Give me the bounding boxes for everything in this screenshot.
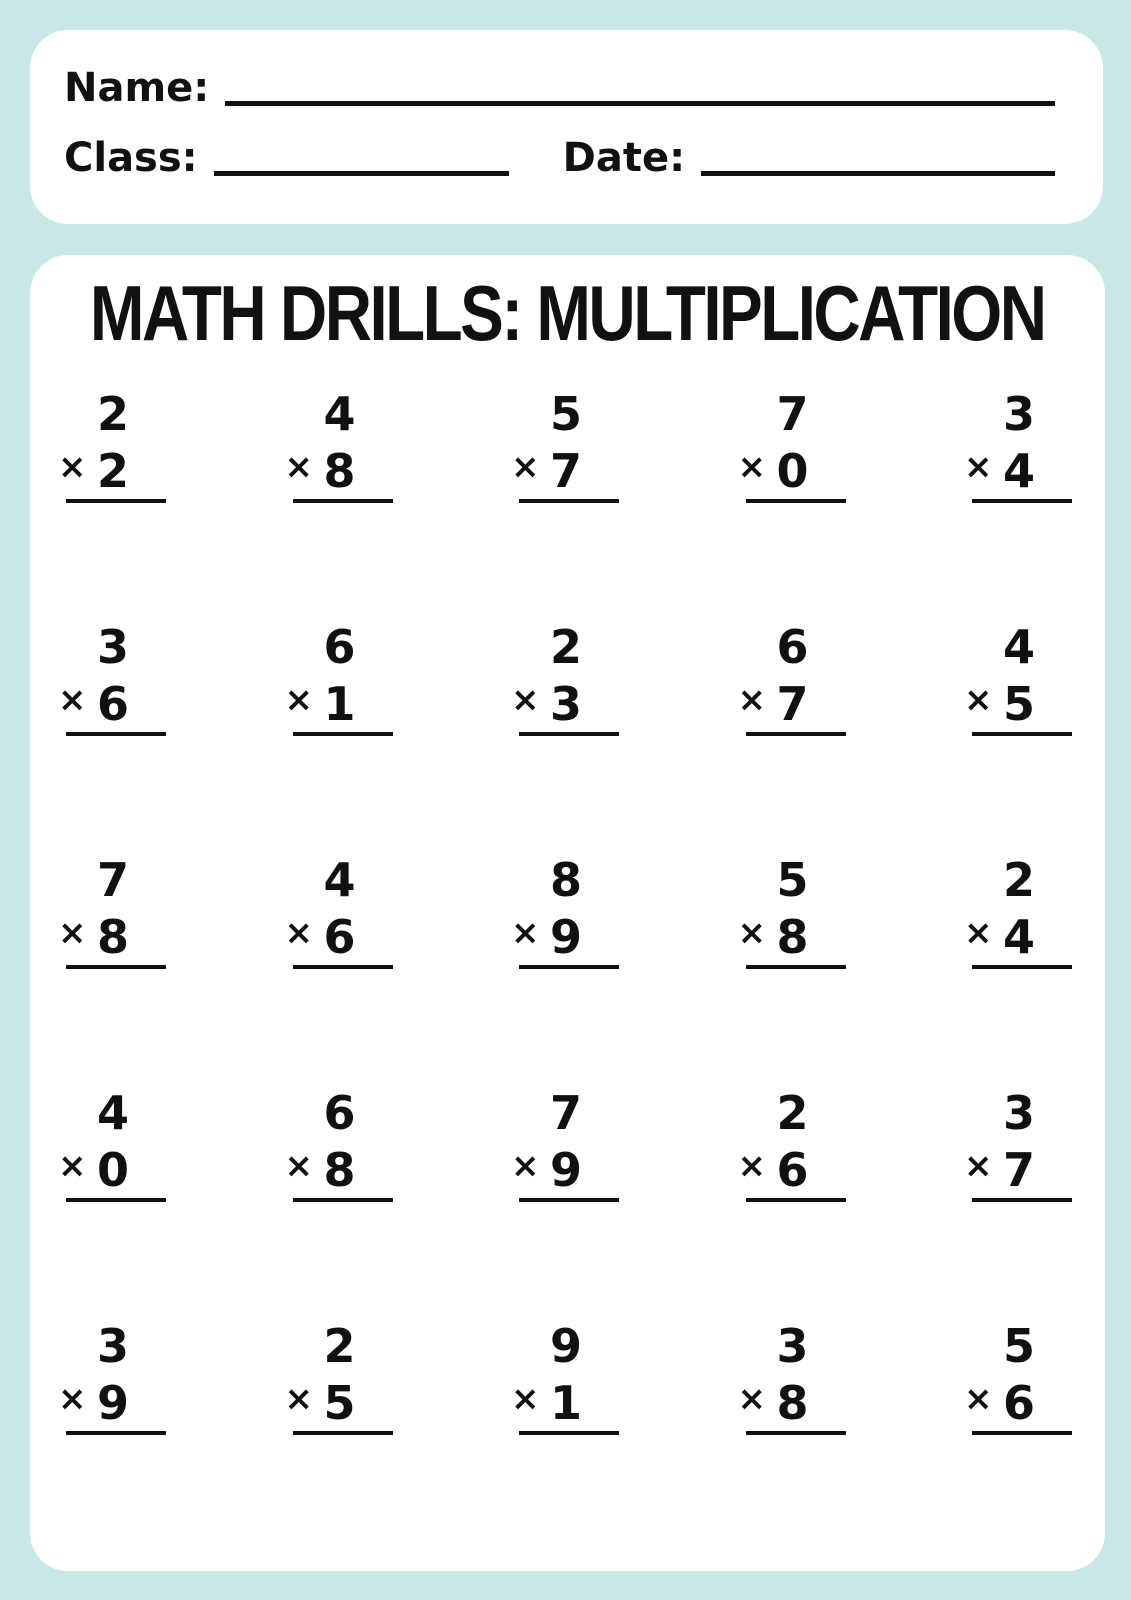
class-date-row: [64, 132, 1055, 182]
problem-bottom-row: [964, 1143, 1072, 1197]
date-line: [701, 166, 1055, 176]
multiplicand: 2: [323, 1319, 356, 1373]
problem-bottom-row: [964, 910, 1072, 964]
problem-bottom-row: [964, 1376, 1072, 1430]
answer-line: [519, 1198, 619, 1202]
title-wrap: [30, 269, 1105, 357]
multiplication-problem: [737, 1319, 846, 1435]
multiplicand: 4: [1002, 620, 1035, 674]
worksheet-panel: [30, 255, 1105, 1571]
multiply-icon: ×: [58, 1146, 87, 1186]
multiply-icon: ×: [511, 680, 540, 720]
problem-bottom-row: [58, 1143, 166, 1197]
multiplication-problem: [511, 1086, 619, 1202]
multiply-icon: ×: [964, 680, 993, 720]
multiplication-problem: [284, 853, 393, 969]
problem-bottom-row: [284, 444, 393, 498]
answer-line: [293, 1431, 393, 1435]
multiplier: 7: [1002, 1143, 1035, 1197]
multiplication-problem: [737, 853, 846, 969]
multiplicand: 7: [776, 387, 809, 441]
multiply-icon: ×: [737, 1146, 766, 1186]
multiplier: 3: [549, 677, 582, 731]
multiplicand: 4: [323, 387, 356, 441]
multiplication-problem: [737, 387, 846, 503]
answer-line: [972, 732, 1072, 736]
multiplier: 6: [1002, 1376, 1035, 1430]
problem-bottom-row: [511, 910, 619, 964]
multiply-icon: ×: [737, 913, 766, 953]
multiplication-problem: [284, 620, 393, 736]
multiplier: 9: [549, 910, 582, 964]
answer-line: [66, 965, 166, 969]
multiplier: 7: [776, 677, 809, 731]
multiplication-problem: [511, 853, 619, 969]
answer-line: [66, 1198, 166, 1202]
name-row: [64, 62, 1055, 112]
problem-bottom-row: [284, 677, 393, 731]
multiplication-problem: [964, 1086, 1072, 1202]
multiplication-problem: [964, 387, 1072, 503]
multiplicand: 2: [96, 387, 129, 441]
multiplicand: 8: [549, 853, 582, 907]
multiplication-problem: [284, 1319, 393, 1435]
answer-line: [972, 499, 1072, 503]
multiplier: 4: [1002, 910, 1035, 964]
problem-bottom-row: [58, 910, 166, 964]
name-line: [225, 96, 1055, 106]
multiplication-problem: [284, 1086, 393, 1202]
answer-line: [746, 1431, 846, 1435]
multiplicand: 5: [549, 387, 582, 441]
answer-line: [66, 732, 166, 736]
multiply-icon: ×: [284, 913, 313, 953]
student-info-fields: [30, 30, 1103, 182]
answer-line: [972, 965, 1072, 969]
problem-bottom-row: [964, 677, 1072, 731]
multiply-icon: ×: [737, 1379, 766, 1419]
multiply-icon: ×: [284, 1146, 313, 1186]
multiplication-problem: [58, 620, 166, 736]
answer-line: [293, 1198, 393, 1202]
student-info-panel: [30, 30, 1103, 224]
problem-bottom-row: [737, 444, 846, 498]
multiplication-problem: [737, 620, 846, 736]
multiplicand: 3: [776, 1319, 809, 1373]
answer-line: [293, 732, 393, 736]
multiply-icon: ×: [964, 447, 993, 487]
multiplier: 9: [549, 1143, 582, 1197]
answer-line: [519, 732, 619, 736]
problem-bottom-row: [737, 910, 846, 964]
multiplication-problem: [964, 853, 1072, 969]
multiplicand: 3: [96, 620, 129, 674]
multiplicand: 6: [323, 1086, 356, 1140]
multiplier: 6: [323, 910, 356, 964]
multiplier: 4: [1002, 444, 1035, 498]
multiplicand: 2: [776, 1086, 809, 1140]
answer-line: [293, 499, 393, 503]
multiplicand: 6: [323, 620, 356, 674]
multiply-icon: ×: [58, 913, 87, 953]
answer-line: [519, 965, 619, 969]
multiply-icon: ×: [511, 1379, 540, 1419]
multiplier: 5: [323, 1376, 356, 1430]
multiplier: 7: [549, 444, 582, 498]
multiplicand: 3: [1002, 1086, 1035, 1140]
problem-bottom-row: [58, 444, 166, 498]
class-label: Class:: [64, 135, 198, 181]
multiplier: 8: [776, 1376, 809, 1430]
multiply-icon: ×: [58, 447, 87, 487]
answer-line: [66, 499, 166, 503]
answer-line: [972, 1198, 1072, 1202]
multiplicand: 6: [776, 620, 809, 674]
problem-bottom-row: [58, 1376, 166, 1430]
multiplication-problem: [511, 387, 619, 503]
problem-bottom-row: [511, 1376, 619, 1430]
multiplier: 8: [323, 1143, 356, 1197]
multiplicand: 7: [96, 853, 129, 907]
multiply-icon: ×: [511, 447, 540, 487]
problem-bottom-row: [58, 677, 166, 731]
answer-line: [746, 499, 846, 503]
multiplier: 8: [96, 910, 129, 964]
class-line: [214, 166, 509, 176]
multiplication-problem: [58, 1319, 166, 1435]
problem-bottom-row: [964, 444, 1072, 498]
problem-bottom-row: [737, 1143, 846, 1197]
multiplication-problem: [58, 387, 166, 503]
multiplicand: 2: [1002, 853, 1035, 907]
multiply-icon: ×: [58, 680, 87, 720]
problem-bottom-row: [284, 1143, 393, 1197]
multiplication-problem: [58, 1086, 166, 1202]
multiply-icon: ×: [284, 1379, 313, 1419]
name-label: Name:: [64, 65, 210, 111]
multiplicand: 5: [776, 853, 809, 907]
multiply-icon: ×: [737, 447, 766, 487]
multiplicand: 5: [1002, 1319, 1035, 1373]
date-label: Date:: [562, 135, 686, 181]
multiply-icon: ×: [284, 447, 313, 487]
multiply-icon: ×: [737, 680, 766, 720]
multiplier: 8: [323, 444, 356, 498]
multiplier: 6: [776, 1143, 809, 1197]
multiply-icon: ×: [511, 913, 540, 953]
multiplier: 5: [1002, 677, 1035, 731]
multiplication-problem: [964, 620, 1072, 736]
answer-line: [746, 1198, 846, 1202]
answer-line: [293, 965, 393, 969]
multiply-icon: ×: [511, 1146, 540, 1186]
multiplier: 8: [776, 910, 809, 964]
multiplicand: 4: [323, 853, 356, 907]
multiplier: 2: [96, 444, 129, 498]
answer-line: [519, 499, 619, 503]
problem-bottom-row: [737, 677, 846, 731]
multiplier: 0: [776, 444, 809, 498]
problem-bottom-row: [511, 1143, 619, 1197]
multiply-icon: ×: [964, 913, 993, 953]
multiplicand: 9: [549, 1319, 582, 1373]
problems-grid: [30, 387, 1105, 1435]
multiplicand: 3: [1002, 387, 1035, 441]
multiply-icon: ×: [964, 1379, 993, 1419]
problem-bottom-row: [511, 677, 619, 731]
multiplier: 1: [323, 677, 356, 731]
multiplication-problem: [511, 620, 619, 736]
multiplicand: 2: [549, 620, 582, 674]
answer-line: [972, 1431, 1072, 1435]
multiplication-problem: [511, 1319, 619, 1435]
problem-bottom-row: [511, 444, 619, 498]
multiplicand: 3: [96, 1319, 129, 1373]
multiplier: 9: [96, 1376, 129, 1430]
answer-line: [519, 1431, 619, 1435]
answer-line: [746, 965, 846, 969]
problem-bottom-row: [284, 1376, 393, 1430]
multiplicand: 7: [549, 1086, 582, 1140]
answer-line: [746, 732, 846, 736]
multiplier: 0: [96, 1143, 129, 1197]
problem-bottom-row: [737, 1376, 846, 1430]
multiplication-problem: [737, 1086, 846, 1202]
worksheet-title: MATH DRILLS: MULTIPLICATION: [90, 269, 1045, 357]
multiplicand: 4: [96, 1086, 129, 1140]
answer-line: [66, 1431, 166, 1435]
multiplication-problem: [964, 1319, 1072, 1435]
multiplication-problem: [58, 853, 166, 969]
problem-bottom-row: [284, 910, 393, 964]
multiplication-problem: [284, 387, 393, 503]
multiplier: 1: [549, 1376, 582, 1430]
multiply-icon: ×: [964, 1146, 993, 1186]
multiply-icon: ×: [284, 680, 313, 720]
multiplier: 6: [96, 677, 129, 731]
multiply-icon: ×: [58, 1379, 87, 1419]
